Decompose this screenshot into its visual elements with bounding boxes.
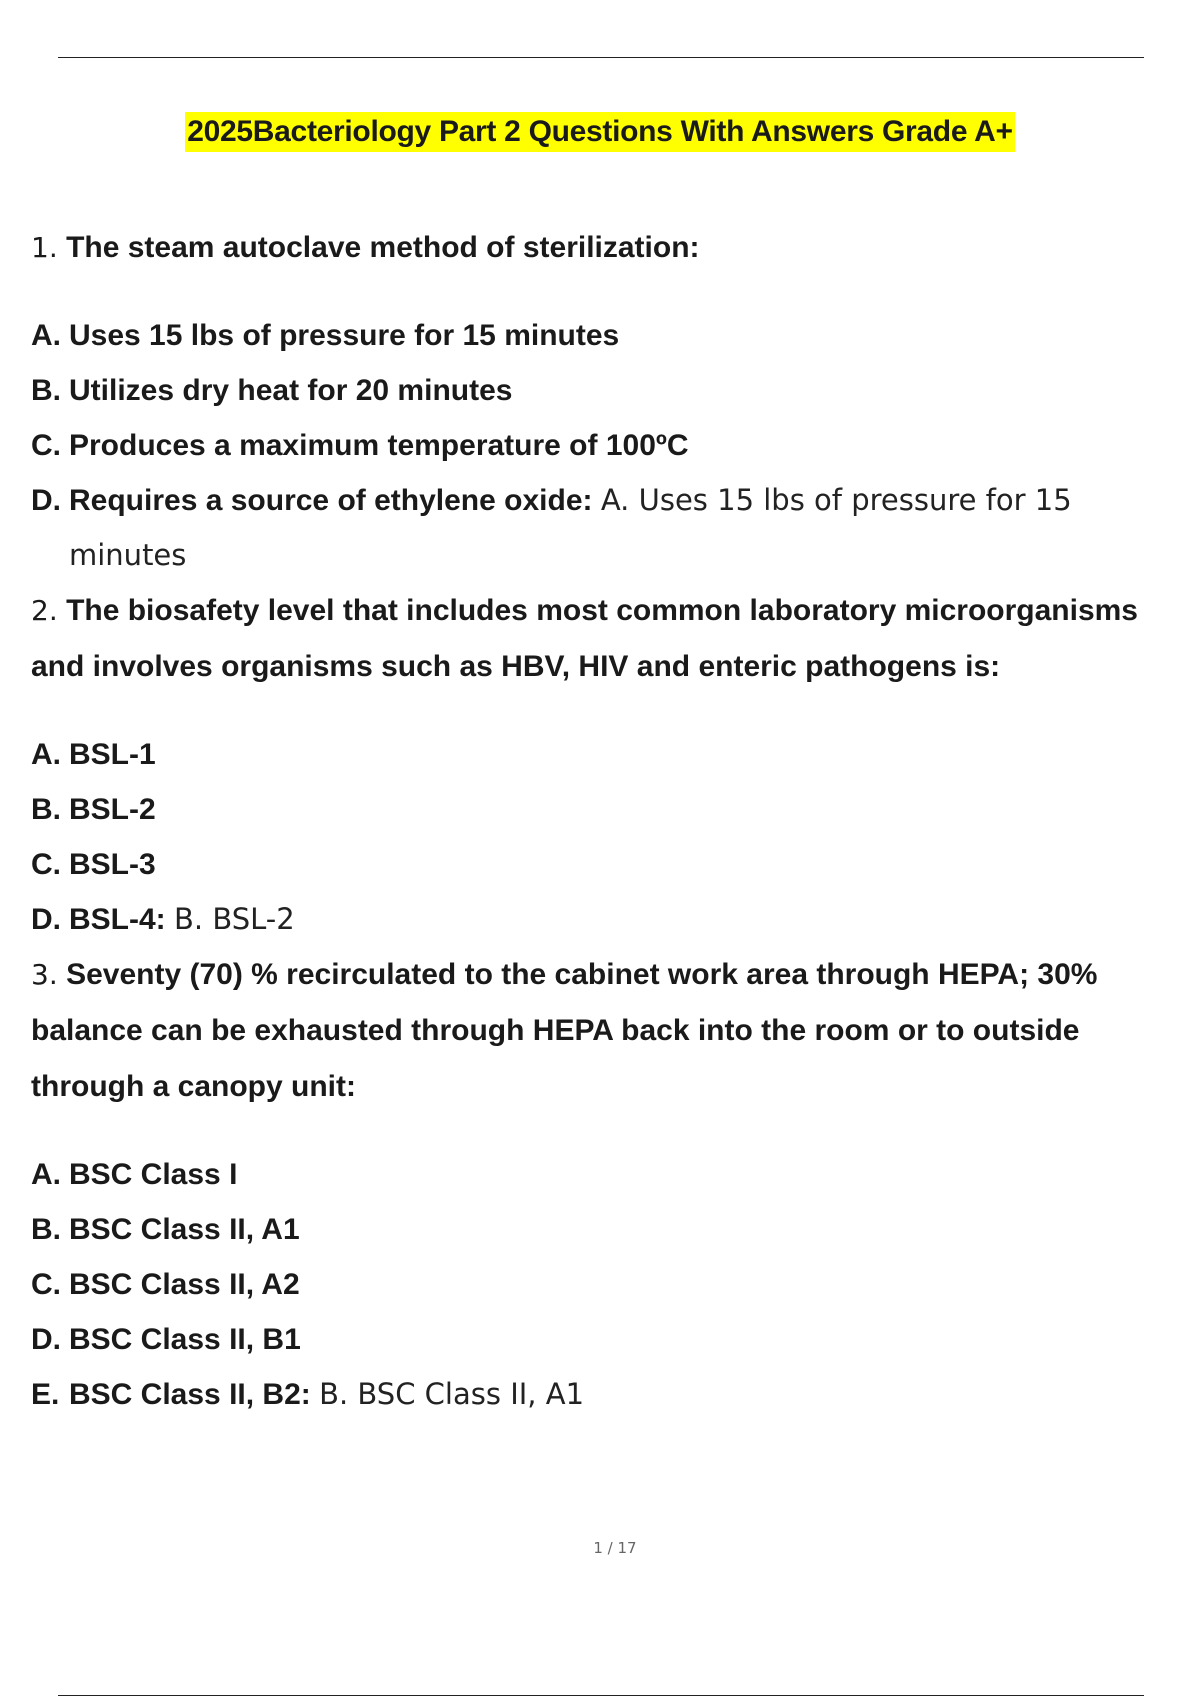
option-text: Uses 15 lbs of pressure for 15 minutes [69, 319, 620, 352]
option-text: BSL-3 [69, 848, 156, 881]
option-text: BSC Class I [69, 1158, 238, 1191]
top-rule [58, 57, 1144, 58]
question-number: 2. [31, 594, 58, 627]
option-text: BSC Class II, A1 [69, 1213, 300, 1246]
answer-text: A. Uses 15 lbs of pressure for 15 minutes [69, 483, 1072, 572]
option-letter: E. [31, 1378, 60, 1411]
question-3 [31, 947, 1176, 1115]
option-item [31, 1147, 1176, 1202]
option-letter: D. [31, 1323, 61, 1356]
question-list [31, 220, 1176, 1422]
answer-text: B. BSC Class II, A1 [319, 1377, 585, 1411]
option-text: BSC Class II, A2 [69, 1268, 300, 1301]
question-number: 3. [31, 958, 58, 991]
question-number: 1. [31, 231, 58, 264]
option-letter: B. [31, 374, 61, 407]
option-text: Produces a maximum temperature of 100ºC [69, 429, 689, 462]
bottom-rule [58, 1695, 1144, 1696]
option-item [31, 308, 1176, 363]
option-letter: B. [31, 793, 61, 826]
question-2 [31, 583, 1176, 695]
option-text: BSL-4: [69, 903, 166, 936]
option-item [31, 363, 1176, 418]
question-text: The steam autoclave method of sterilization: [66, 231, 700, 264]
question-1 [31, 220, 1176, 276]
option-item [31, 727, 1176, 782]
option-text: BSL-1 [69, 738, 156, 771]
option-letter: A. [31, 738, 61, 771]
option-item [31, 473, 1176, 583]
option-item [31, 892, 1176, 947]
option-text: BSC Class II, B1 [69, 1323, 301, 1356]
option-item [31, 1202, 1176, 1257]
option-letter: D. [31, 903, 61, 936]
question-text: Seventy (70) % recirculated to the cabinet work area through HEPA; 30% balance can be exhausted through HEPA back into the room or to outside through a canopy unit: [31, 958, 1098, 1103]
option-letter: C. [31, 1268, 61, 1301]
option-letter: C. [31, 429, 61, 462]
option-letter: B. [31, 1213, 61, 1246]
option-text: Utilizes dry heat for 20 minutes [69, 374, 513, 407]
answer-text: B. BSL-2 [174, 902, 295, 936]
option-letter: C. [31, 848, 61, 881]
option-letter: D. [31, 484, 61, 517]
option-item [31, 1312, 1176, 1367]
title-wrapper [0, 112, 1200, 152]
option-text: BSC Class II, B2: [69, 1378, 311, 1411]
option-item [31, 1367, 1176, 1422]
page-indicator: 1 / 17 [593, 1539, 637, 1557]
option-item [31, 837, 1176, 892]
document-title: 2025Bacteriology Part 2 Questions With Answers Grade A+ [185, 112, 1014, 152]
option-letter: A. [31, 319, 61, 352]
option-item [31, 782, 1176, 837]
option-text: BSL-2 [69, 793, 156, 826]
option-item [31, 418, 1176, 473]
option-text: Requires a source of ethylene oxide: [69, 484, 593, 517]
question-text: The biosafety level that includes most common laboratory microorganisms and involves organisms such as HBV, HIV and enteric pathogens is: [31, 594, 1138, 683]
option-letter: A. [31, 1158, 61, 1191]
option-item [31, 1257, 1176, 1312]
